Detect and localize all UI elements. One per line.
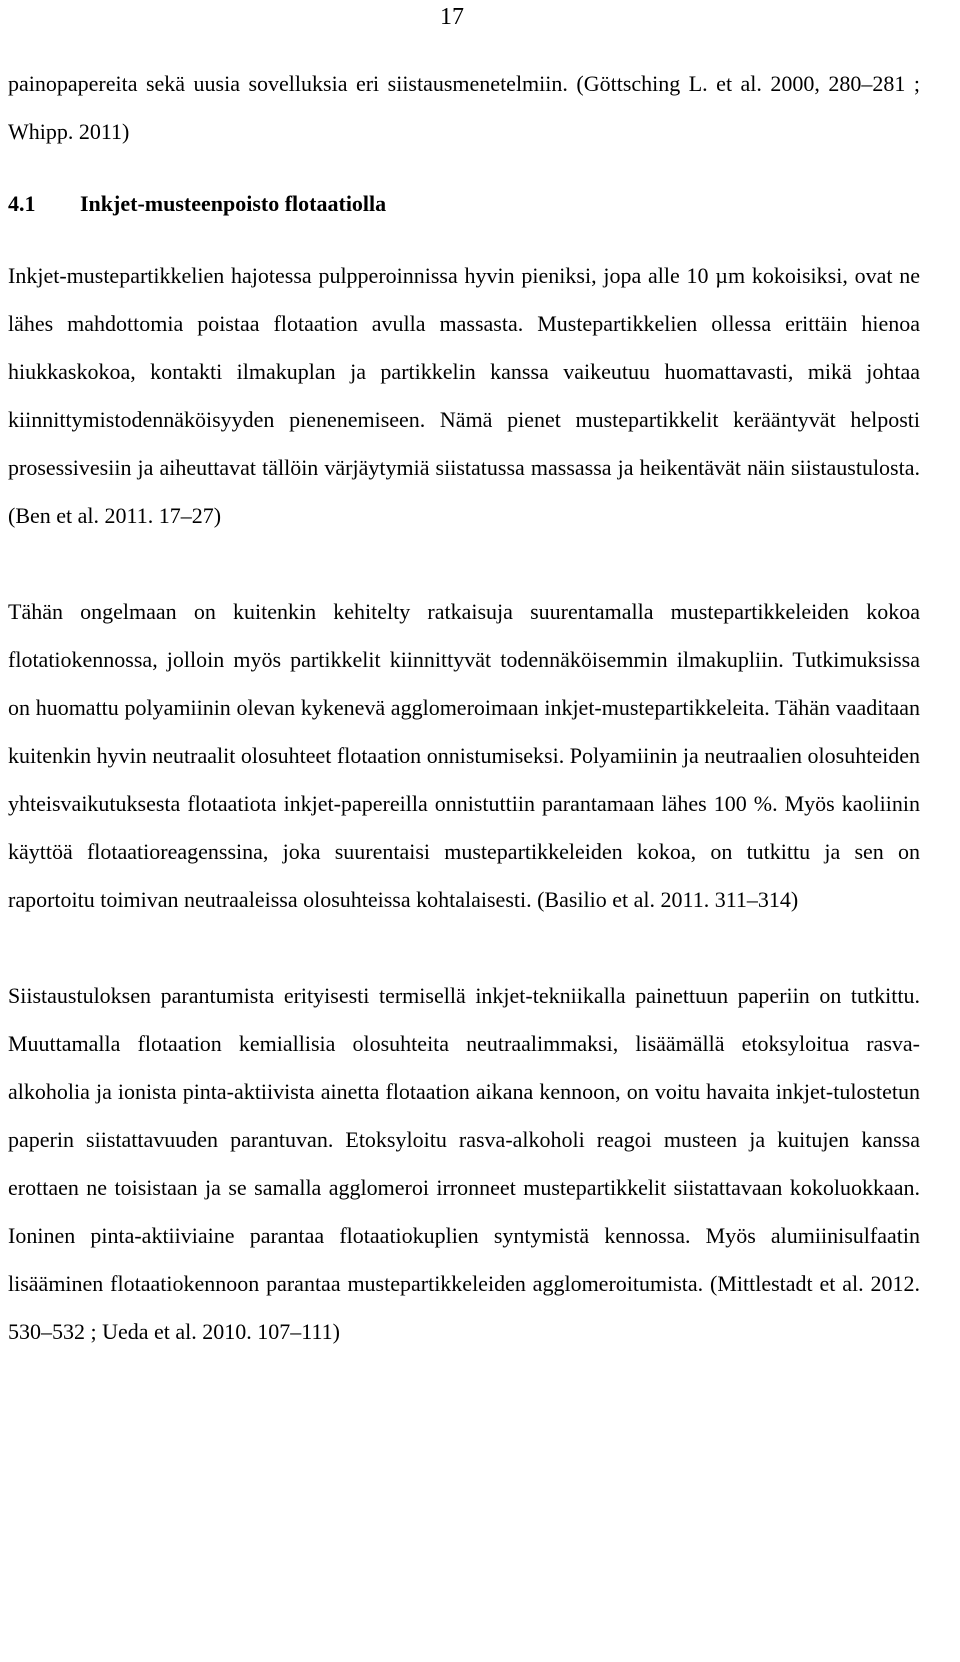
section-heading [8, 180, 920, 228]
intro-paragraph: painopapereita sekä uusia sovelluksia eri siistausmenetelmiin. (Göttsching L. et al. 2000, 280–281 ; Whipp. 2011) [8, 71, 920, 144]
page-number: 17 [440, 4, 464, 30]
paragraph-gap [8, 924, 920, 972]
body-paragraph-2: Tähän ongelmaan on kuitenkin kehitelty ratkaisuja suurentamalla mustepartikkeleiden kokoa flotatiokennossa, jolloin myös partikkelit kiinnittyvät todennäköisemmin ilmakupliin. Tutkimuksissa on huomattu polyamiinin olevan kykenevä agglomeroimaan inkjet-mustepartikkeleita. Tähän vaaditaan kuitenkin hyvin neutraalit olosuhteet flotaation onnistumiseksi. Polyamiinin ja neutraalien olosuhteiden yhteisvaikutuksesta flotaatiota inkjet-papereilla onnistuttiin parantamaan lähes 100 %. Myös kaoliinin käyttöä flotaatioreagenssina, joka suurentaisi mustepartikkeleiden kokoa, on tutkittu ja sen on raportoitu toimivan neutraaleissa olosuhteissa kohtalaisesti. (Basilio et al. 2011. 311–314) [8, 599, 920, 912]
section-number: 4.1 [8, 191, 36, 216]
page-content [8, 60, 920, 1356]
body-paragraph-3: Siistaustuloksen parantumista erityisesti termisellä inkjet-tekniikalla painettuun paperiin on tutkittu. Muuttamalla flotaation kemiallisia olosuhteita neutraalimmaksi, lisäämällä etoksyloitua rasva-alkoholia ja ionista pinta-aktiivista ainetta flotaation aikana kennoon, on voitu havaita inkjet-tulostetun paperin siistattavuuden parantuvan. Etoksyloitu rasva-alkoholi reagoi musteen ja kuitujen kanssa erottaen ne toisistaan ja se samalla agglomeroi irronneet mustepartikkelit siistattavaan kokoluokkaan. Ioninen pinta-aktiiviaine parantaa flotaatiokuplien syntymistä kennossa. Myös alumiinisulfaatin lisääminen flotaatiokennoon parantaa mustepartikkeleiden agglomeroitumista. (Mittlestadt et al. 2012. 530–532 ; Ueda et al. 2010. 107–111) [8, 983, 920, 1344]
paragraph-gap [8, 540, 920, 588]
section-title: Inkjet-musteenpoisto flotaatiolla [80, 191, 387, 216]
body-paragraph-1: Inkjet-mustepartikkelien hajotessa pulpperoinnissa hyvin pieniksi, jopa alle 10 µm kokoisiksi, ovat ne lähes mahdottomia poistaa flotaation avulla massasta. Mustepartikkelien ollessa erittäin hienoa hiukkaskokoa, kontakti ilmakuplan ja partikkelin kanssa vaikeutuu huomattavasti, mikä johtaa kiinnittymistodennäköisyyden pienenemiseen. Nämä pienet mustepartikkelit kerääntyvät helposti prosessivesiin ja aiheuttavat tällöin värjäytymiä siistatussa massassa ja heikentävät näin siistaustulosta. (Ben et al. 2011. 17–27) [8, 263, 920, 528]
